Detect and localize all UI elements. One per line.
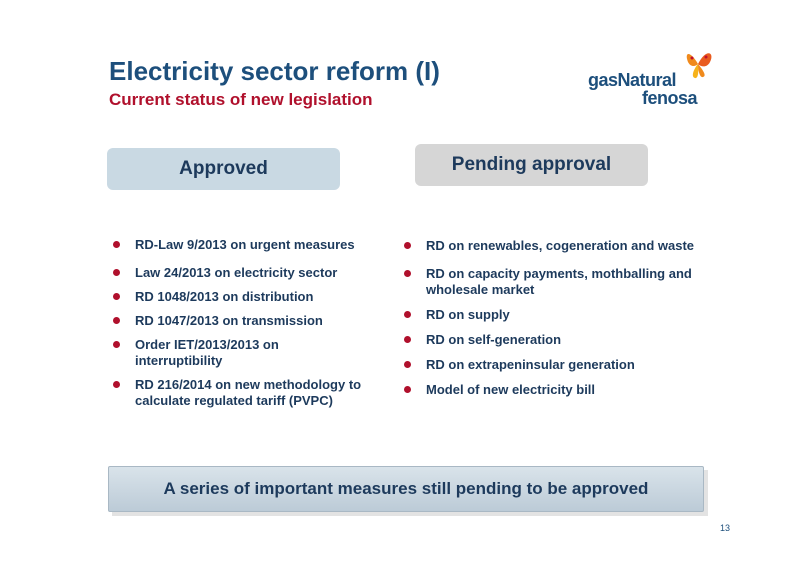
list-item-text: RD 216/2014 on new methodology to calculate regulated tariff (PVPC) — [135, 377, 362, 408]
list-item-text: RD on supply — [426, 307, 510, 322]
list-item — [404, 266, 706, 298]
list-item — [113, 337, 335, 369]
bullet-icon — [404, 386, 411, 393]
logo-text-line1: gasNatural — [588, 70, 677, 90]
butterfly-icon — [682, 46, 716, 82]
bullet-icon — [113, 381, 120, 388]
list-item — [404, 382, 694, 398]
list-item-text: Law 24/2013 on electricity sector — [135, 265, 338, 280]
list-item-text: Model of new electricity bill — [426, 382, 596, 397]
list-item — [113, 313, 363, 329]
bullet-icon — [404, 242, 411, 249]
list-item — [113, 289, 363, 305]
bullet-icon — [404, 311, 411, 318]
list-item — [113, 377, 380, 409]
list-item-text: RD on capacity payments, mothballing and wholesale market — [426, 266, 692, 297]
bullet-icon — [113, 293, 120, 300]
list-item — [404, 307, 694, 323]
list-item — [113, 265, 363, 281]
summary-banner: A series of important measures still pending to be approved — [108, 466, 704, 512]
slide-title: Electricity sector reform (I) — [109, 56, 440, 86]
list-item — [404, 238, 696, 254]
pending-list — [404, 238, 694, 398]
company-logo — [588, 46, 728, 108]
bullet-icon — [404, 270, 411, 277]
list-item — [404, 357, 694, 373]
pending-header-box: Pending approval — [415, 144, 648, 186]
list-item-text: RD on self-generation — [426, 332, 562, 347]
list-item — [404, 332, 694, 348]
list-item-text: RD on extrapeninsular generation — [426, 357, 635, 372]
approved-header-box: Approved — [107, 148, 340, 190]
bullet-icon — [404, 336, 411, 343]
approved-list — [113, 237, 363, 409]
bullet-icon — [113, 317, 120, 324]
list-item — [113, 237, 363, 253]
list-item-text: Order IET/2013/2013 on interruptibility — [135, 337, 279, 368]
bullet-icon — [404, 361, 411, 368]
list-item-text: RD 1047/2013 on transmission — [135, 313, 323, 328]
page-number: 13 — [720, 523, 731, 533]
list-item-text: RD 1048/2013 on distribution — [135, 289, 314, 304]
slide-subtitle: Current status of new legislation — [109, 90, 373, 109]
bullet-icon — [113, 269, 120, 276]
list-item-text: RD on renewables, cogeneration and waste — [426, 238, 695, 253]
bullet-icon — [113, 241, 120, 248]
bullet-icon — [113, 341, 120, 348]
list-item-text: RD-Law 9/2013 on urgent measures — [135, 237, 355, 252]
logo-text-line2: fenosa — [642, 88, 698, 108]
